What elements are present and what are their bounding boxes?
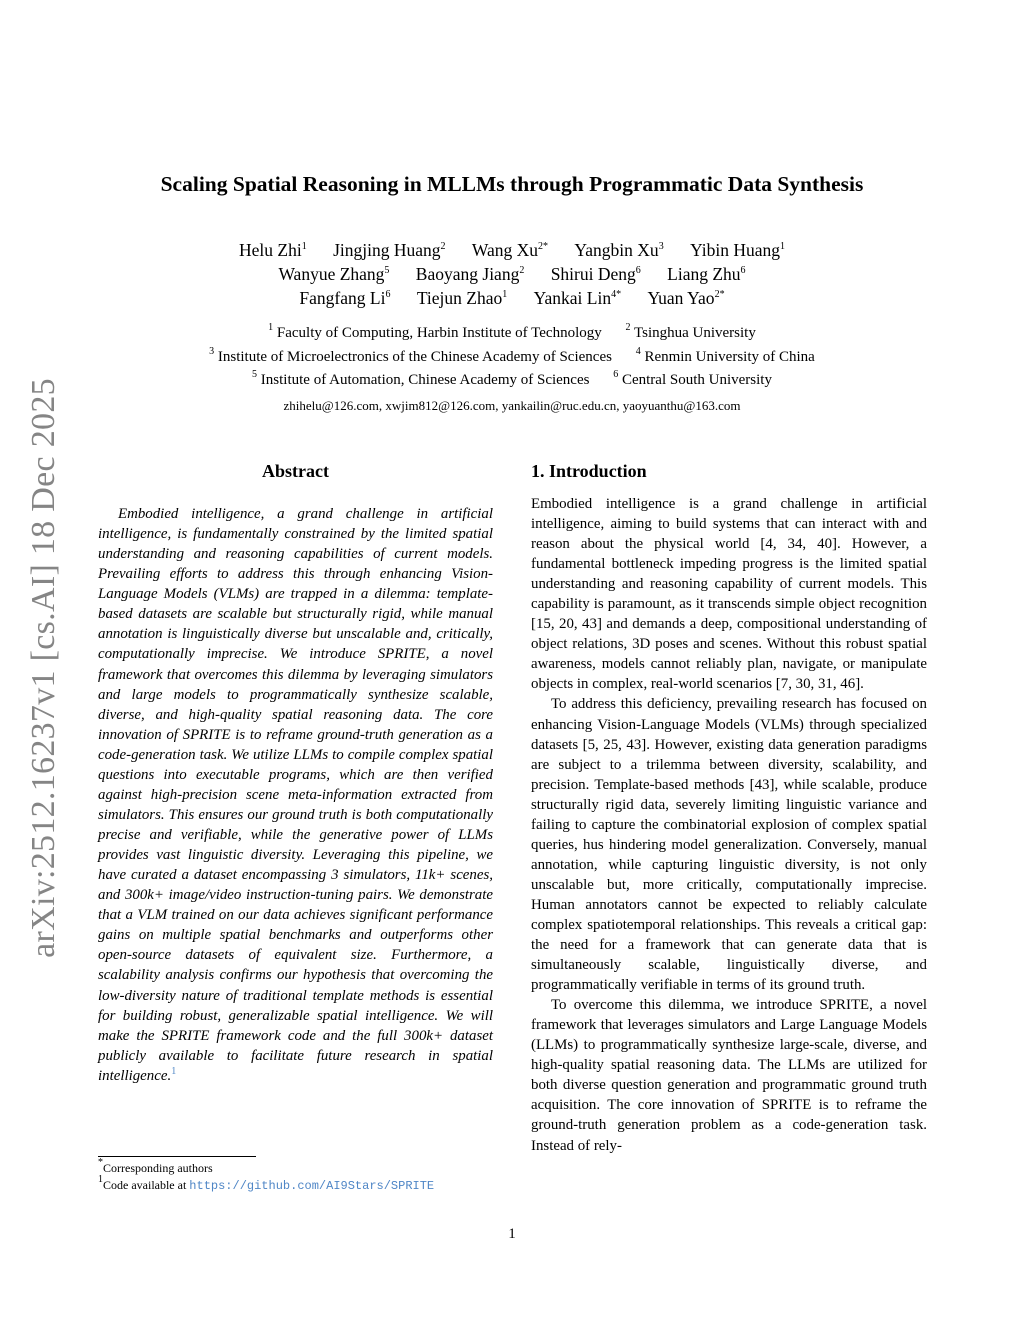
footnotes (98, 1157, 518, 1195)
affiliation-line-3 (120, 369, 904, 393)
footnote-divider (98, 1156, 256, 1157)
affiliation: $^2$ Tsinghua University (625, 322, 756, 341)
affiliation: $^4$ Renmin University of China (635, 345, 815, 365)
affiliation: $^3$ Institute of Microelectronics of the Chinese Academy of Sciences (209, 345, 612, 365)
author: Wang $Xu^{2*}$ (471, 240, 549, 260)
introduction-body (531, 494, 927, 1156)
code-repository-link[interactable]: https://github.com/AI9Stars/SPRITE (189, 1179, 435, 1193)
page-number: 1 (508, 1226, 516, 1242)
author: Jingjing Huang$^2$ (333, 240, 446, 260)
author-line-1 (150, 238, 874, 262)
footnote-ref[interactable]: 1 (171, 1065, 177, 1077)
affiliation-line-1 (120, 322, 904, 346)
author: Fangfang Li$^6$ (299, 288, 391, 308)
author-line-2 (150, 262, 874, 286)
affiliation-line-2 (120, 346, 904, 370)
affiliation-list (120, 322, 904, 417)
affiliation: $^1$ Faculty of Computing, Harbin Institute of Technology (268, 322, 602, 341)
abstract-body (98, 504, 493, 1086)
introduction-heading: 1. Introduction (531, 461, 647, 481)
intro-paragraph-2: To address this deficiency, prevailing research has focused on enhancing Vision-Language Models (VLMs) through specialized datasets [5, 25, 43]. However, existing data generation paradigms are subject to a trilemma between diversity, scalability, and precision. Template-based methods [43], while scalable, produce structurally rigid data, severely limiting linguistic variance and failing to capture the combinatorial explosion of complex spatial queries, hus hindering model generalization. Conversely, manual annotation, while capturing linguistic diversity, is not only unscalable but, more critically, computationally imprecise. Human annotators cannot be expected to reliably calculate complex spatiotemporal relationships. This reveals a critical gap: the need for a framework that can generate data that is simultaneously scalable, linguistically diverse, and programmatically verifiable in terms of its ground truth. (531, 696, 927, 994)
author: Helu Zhi$^1$ (238, 240, 307, 260)
author-list (150, 238, 874, 310)
footnote-code: $^1$Code available at https://github.com/AI9Stars/SPRITE (98, 1174, 435, 1193)
author: Yankai Lin$^{4*}$ (533, 288, 622, 308)
intro-paragraph-1: Embodied intelligence is a grand challenge in artificial intelligence, aiming to build systems that can interact with and reason about the physical world [4, 34, 40]. However, a fundamental bottleneck impeding progress is the limited spatial understanding and reasoning capability of current models. This capability is paramount, as it transcends simple object recognition [15, 20, 43] and demands a deep, compositional understanding of object relations, 3D poses and scenes. Without this robust spatial awareness, models cannot reliably plan, navigate, or manipulate objects in complex, real-world scenarios [7, 30, 31, 46]. (531, 496, 927, 693)
abstract-heading: Abstract (262, 461, 329, 481)
affiliation: $^6$ Central South University (613, 369, 772, 388)
intro-paragraph-3: To overcome this dilemma, we introduce SPRITE, a novel framework that leverages simulators and Large Language Models (LLMs) to programmatically synthesize large-scale, diverse, and high-quality spatial reasoning data. The LLMs are utilized for both diverse question generation and programmatic ground truth acquisition. The core innovation of SPRITE is to reframe the ground-truth generation problem as a code-generation task. Instead of rely- (531, 997, 927, 1154)
author: Baoyang Jiang$^2$ (415, 264, 525, 284)
author: Tiejun Zhao$^1$ (416, 288, 508, 308)
affiliation: $^5$ Institute of Automation, Chinese Academy of Sciences (252, 369, 590, 388)
author: Wanyue Zhang$^5$ (278, 264, 390, 284)
author: Yuan Yao$^{2*}$ (647, 288, 725, 308)
author: Liang Zhu$^6$ (667, 264, 746, 284)
author: Yangbin Xu$^3$ (574, 240, 664, 260)
author: Yibin Huang$^1$ (690, 240, 785, 260)
footnote-corresponding: *Corresponding authors (98, 1157, 213, 1175)
paper-title: Scaling Spatial Reasoning in MLLMs through Programmatic Data Synthesis (160, 172, 864, 196)
author-emails: zhihelu@126.com, xwjim812@126.com, yankailin@ruc.edu.cn, yaoyuanthu@163.com (283, 397, 741, 413)
arxiv-identifier: arXiv:2512.16237v1 [cs.AI] 18 Dec 2025 (25, 378, 62, 958)
abstract-paragraph: Embodied intelligence, a grand challenge in artificial intelligence, is fundamentally constrained by the limited spatial understanding and reasoning capabilities of current models. Prevailing efforts to address this through enhancing Vision-Language Models (VLMs) are trapped in a dilemma: template-based datasets are scalable but structurally rigid, while manual annotation is linguistically diverse but unscalable and, critically, computationally imprecise. We introduce SPRITE, a novel framework that overcomes this dilemma by leveraging simulators and large models to programmatically synthesize scalable, diverse, and high-quality spatial reasoning data. The core innovation of SPRITE is to reframe ground-truth generation as a code-generation task. We utilize LLMs to compile complex spatial questions into executable programs, which are then verified against high-precision scene meta-information extracted from simulators. This ensures our ground truth is both computationally precise and verifiable, while the generative power of LLMs provides vast linguistic diversity. Leveraging this pipeline, we have curated a dataset encompassing 3 simulators, 11k+ scenes, and 300k+ image/video instruction-tuning pairs. We demonstrate that a VLM trained on our data achieves significant performance gains on multiple spatial benchmarks and outperforms other open-source datasets of equivalent size. Furthermore, a scalability analysis confirms our hypothesis that overcoming the low-diversity nature of traditional template methods is essential for building robust, generalizable spatial intelligence. We will make the SPRITE framework code and the full 300k+ dataset publicly available to facilitate future research in spatial intelligence.$^1$ (98, 506, 493, 1084)
author-line-3 (150, 286, 874, 310)
author: Shirui Deng$^6$ (550, 264, 641, 284)
